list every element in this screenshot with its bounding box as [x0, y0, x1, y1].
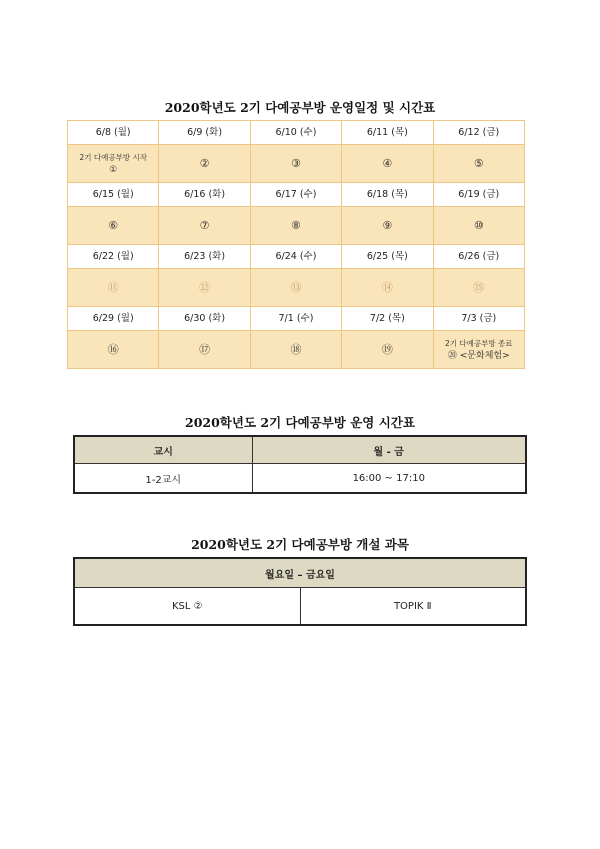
timetable-period: 1-2교시	[74, 464, 252, 494]
session-number: ⑲	[381, 342, 393, 356]
subject-item: KSL ②	[74, 588, 300, 626]
session-number: ⑮	[473, 280, 485, 294]
schedule-session-cell	[433, 269, 524, 307]
schedule-date-row	[68, 121, 525, 145]
timetable-time: 16:00 ~ 17:10	[252, 464, 526, 494]
schedule-table	[67, 120, 525, 369]
schedule-session-cell	[159, 269, 250, 307]
session-number: ⑳ <문화체험>	[447, 350, 510, 361]
schedule-date-row	[68, 245, 525, 269]
session-number: ③	[291, 156, 301, 170]
schedule-session-cell	[68, 207, 159, 245]
schedule-date-cell: 7/3 (금)	[433, 307, 524, 331]
session-number: ②	[199, 156, 210, 170]
session-number: ⑭	[381, 280, 393, 294]
schedule-date-cell: 6/10 (수)	[250, 121, 341, 145]
schedule-session-cell	[68, 331, 159, 369]
schedule-date-cell: 6/19 (금)	[433, 183, 524, 207]
schedule-date-cell: 6/22 (월)	[68, 245, 159, 269]
schedule-session-cell	[250, 207, 341, 245]
schedule-date-cell: 6/16 (화)	[159, 183, 250, 207]
schedule-session-cell	[342, 207, 433, 245]
schedule-date-cell: 6/25 (목)	[342, 245, 433, 269]
subject-item: TOPIK Ⅱ	[300, 588, 526, 626]
schedule-date-cell: 6/8 (월)	[68, 121, 159, 145]
session-number: ⑤	[473, 156, 484, 170]
schedule-session-cell	[250, 331, 341, 369]
schedule-session-cell	[433, 331, 524, 369]
schedule-session-cell	[68, 269, 159, 307]
schedule-session-row	[68, 269, 525, 307]
schedule-date-cell: 6/24 (수)	[250, 245, 341, 269]
schedule-session-cell	[342, 331, 433, 369]
session-number: ⑱	[290, 342, 302, 356]
session-number: ⑪	[107, 280, 119, 294]
session-number: ⑰	[199, 342, 211, 356]
schedule-session-cell	[433, 145, 524, 183]
schedule-date-cell: 6/18 (목)	[342, 183, 433, 207]
schedule-session-cell	[342, 145, 433, 183]
timetable-header-period: 교시	[74, 436, 252, 464]
schedule-session-row	[68, 145, 525, 183]
session-number: ⑥	[108, 218, 119, 232]
subjects-header-row	[74, 558, 526, 588]
subjects-header: 월요일 – 금요일	[74, 558, 526, 588]
session-number: ⑧	[291, 218, 301, 232]
schedule-date-cell: 6/29 (월)	[68, 307, 159, 331]
schedule-session-cell	[159, 331, 250, 369]
schedule-date-cell: 6/26 (금)	[433, 245, 524, 269]
schedule-date-cell: 6/12 (금)	[433, 121, 524, 145]
schedule-session-cell	[250, 269, 341, 307]
schedule-date-cell: 6/11 (목)	[342, 121, 433, 145]
schedule-date-cell: 7/1 (수)	[250, 307, 341, 331]
schedule-date-cell: 6/30 (화)	[159, 307, 250, 331]
schedule-date-row	[68, 307, 525, 331]
schedule-session-row	[68, 207, 525, 245]
schedule-session-row	[68, 331, 525, 369]
schedule-session-cell	[250, 145, 341, 183]
schedule-title: 2020학년도 2기 다예공부방 운영일정 및 시간표	[164, 100, 436, 115]
session-number: ⑦	[199, 218, 210, 232]
session-number: ⑨	[382, 218, 393, 232]
schedule-date-row	[68, 183, 525, 207]
schedule-date-cell: 7/2 (목)	[342, 307, 433, 331]
session-number: ⑯	[107, 342, 119, 356]
schedule-session-cell	[68, 145, 159, 183]
timetable-header-days: 월 - 금	[252, 436, 526, 464]
schedule-date-cell: 6/9 (화)	[159, 121, 250, 145]
schedule-session-cell	[433, 207, 524, 245]
session-number: ⑬	[290, 280, 302, 294]
session-number: ⑩	[473, 218, 484, 232]
subjects-row	[74, 588, 526, 626]
schedule-session-cell	[159, 145, 250, 183]
subjects-table	[73, 557, 527, 626]
timetable-header-row	[74, 436, 526, 464]
session-number: ①	[109, 164, 118, 175]
session-number: ④	[382, 156, 393, 170]
session-number: ⑫	[199, 280, 211, 294]
schedule-session-cell	[159, 207, 250, 245]
schedule-date-cell: 6/17 (수)	[250, 183, 341, 207]
subjects-title: 2020학년도 2기 다예공부방 개설 과목	[191, 537, 409, 552]
schedule-session-cell	[342, 269, 433, 307]
timetable-table	[73, 435, 527, 494]
timetable-title: 2020학년도 2기 다예공부방 운영 시간표	[185, 415, 415, 430]
schedule-note: 2기 다예공부방 시작	[79, 152, 147, 162]
schedule-date-cell: 6/23 (화)	[159, 245, 250, 269]
schedule-date-cell: 6/15 (월)	[68, 183, 159, 207]
schedule-note: 2기 다예공부방 종료	[445, 338, 513, 348]
timetable-row	[74, 464, 526, 494]
